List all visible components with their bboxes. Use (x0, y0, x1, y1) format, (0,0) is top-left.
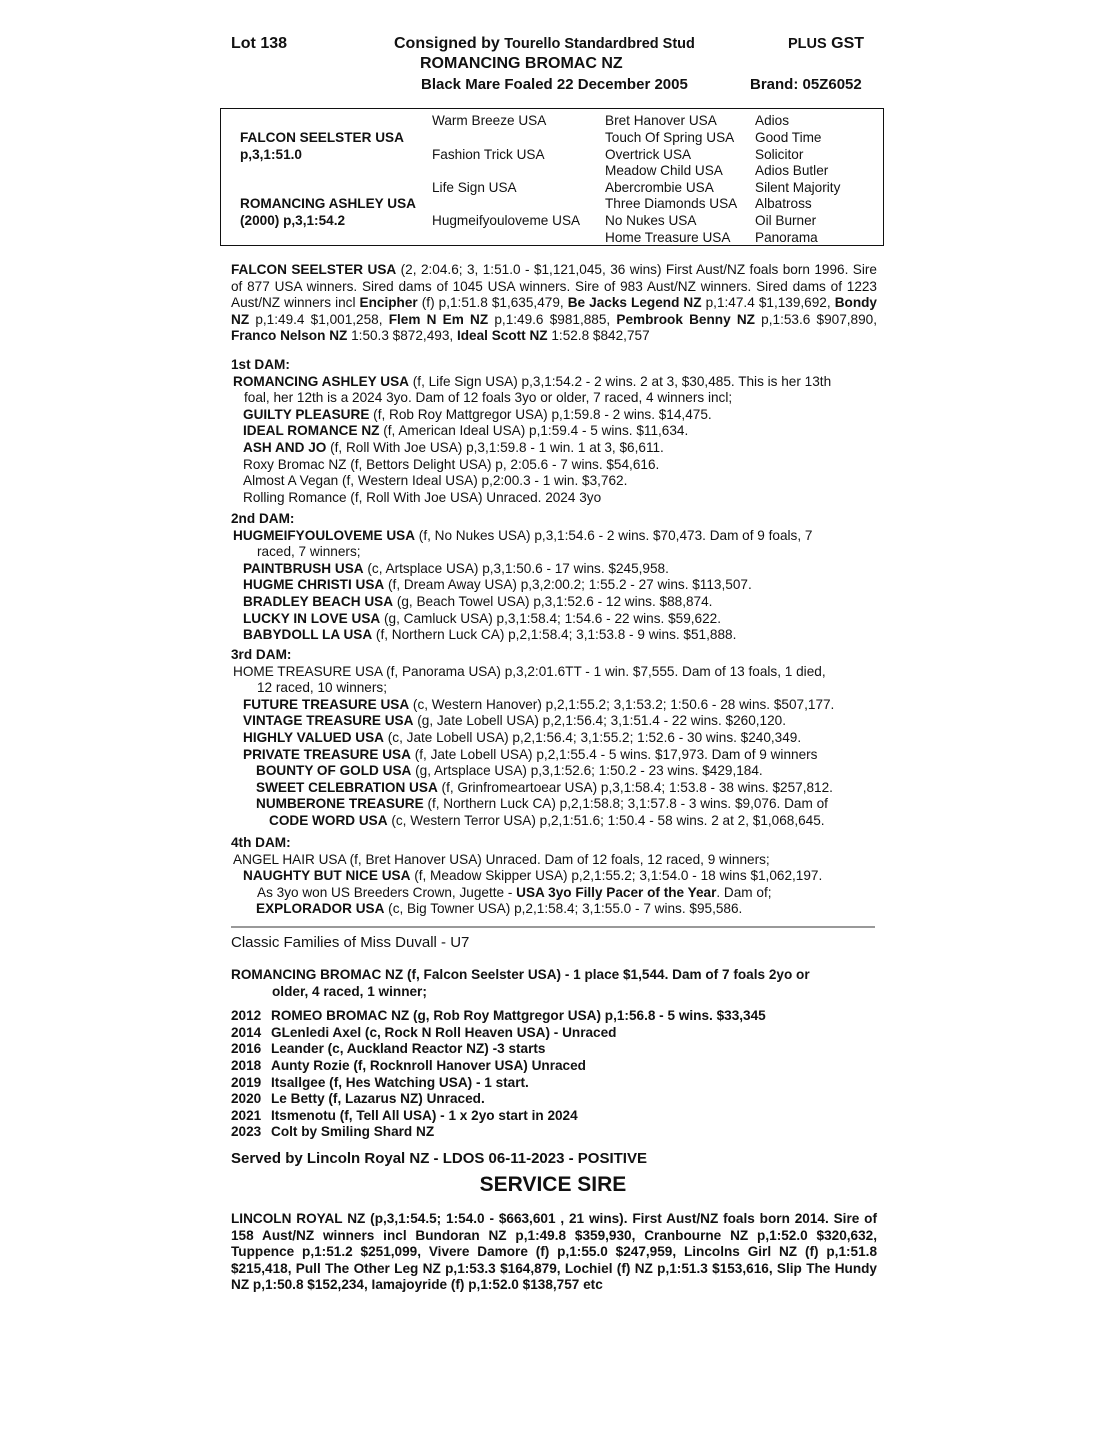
brand: Brand: 05Z6052 (750, 76, 862, 93)
sire-highlight: Encipher (359, 295, 418, 311)
fourth-dam-heading: 4th DAM: (231, 835, 291, 850)
offspring-row (231, 1041, 877, 1058)
produce-line (231, 440, 877, 457)
sire-summary-text: (f) p,1:51.8 $1,635,479, (417, 295, 568, 311)
sire-summary-text: 1:52.8 $842,757 (547, 328, 650, 344)
produce-line (231, 577, 877, 594)
consigned-by (394, 35, 695, 53)
sire-highlight: Flem N Em NZ (388, 311, 489, 327)
sire-summary-text: p,1:49.6 $981,885, (488, 311, 617, 327)
second-dam-name: HUGMEIFYOULOVEME USA (233, 527, 416, 543)
consigned-prefix: Consigned by (394, 35, 500, 52)
first-dam-section (231, 357, 877, 506)
offspring-row (231, 1008, 877, 1025)
produce-name: ASH AND JO (243, 439, 327, 455)
grand-produce-line (231, 763, 877, 780)
sire-highlight: Be Jacks Legend NZ (567, 295, 702, 311)
second-dam-text: (f, No Nukes USA) p,3,1:54.6 - 2 wins. $70,473. Dam of 9 foals, 7 (415, 527, 813, 543)
first-dam-text: (f, Life Sign USA) p,3,1:54.2 - 2 wins. 2 at 3, $30,485. This is her 13th (408, 373, 832, 389)
produce-line (231, 747, 877, 764)
pedigree-g4: Solicitor (755, 147, 804, 162)
produce-text: (g, Jate Lobell USA) p,2,1:56.4; 3,1:51.4 - 22 wins. $260,120. (413, 713, 787, 729)
pedigree-g4: Albatross (755, 196, 812, 211)
produce-line (231, 868, 877, 885)
sire-summary-text: p,1:47.4 $1,139,692, (701, 295, 835, 311)
produce-line: Rolling Romance (f, Roll With Joe USA) Unraced. 2024 3yo (243, 489, 602, 505)
pedigree-g3: Three Diamonds USA (605, 196, 738, 211)
offspring-year: 2018 (231, 1057, 262, 1073)
third-dam-section (231, 647, 877, 830)
produce-text: (f, Rob Roy Mattgregor USA) p,1:59.8 - 2 wins. $14,475. (369, 406, 712, 422)
offspring-row (231, 1091, 877, 1108)
produce-name: PAINTBRUSH USA (243, 560, 364, 576)
produce-text: (c, Western Terror USA) p,2,1:51.6; 1:50.4 - 58 wins. 2 at 2, $1,068,645. (387, 812, 825, 828)
plus-prefix: PLUS (788, 36, 827, 52)
produce-line: Roxy Bromac NZ (f, Bettors Delight USA) p, 2:05.6 - 7 wins. $54,616. (243, 456, 660, 472)
service-sire-heading: SERVICE SIRE (479, 1173, 627, 1196)
pedigree-dam: ROMANCING ASHLEY USA (240, 196, 416, 211)
sire-summary-text: p,1:49.4 $1,001,258, (249, 311, 389, 327)
offspring-text: Leander (c, Auckland Reactor NZ) -3 starts (271, 1041, 546, 1057)
produce-line (231, 423, 877, 440)
horse-description: Black Mare Foaled 22 December 2005 (421, 76, 688, 93)
first-dam-line (231, 374, 877, 391)
produce-line (231, 561, 877, 578)
produce-text: (f, Roll With Joe USA) p,3,1:59.8 - 1 win. 1 at 3, $6,611. (326, 439, 664, 455)
sire-highlight: Franco Nelson NZ (231, 328, 348, 344)
produce-note-award: USA 3yo Filly Pacer of the Year (516, 884, 717, 900)
pedigree-dam-record: (2000) p,3,1:54.2 (240, 213, 346, 228)
pedigree-g2: Hugmeifyouloveme USA (432, 213, 581, 228)
sire-highlight: Pembrook Benny NZ (616, 311, 755, 327)
produce-text: (f, Dream Away USA) p,3,2:00.2; 1:55.2 - 27 wins. $113,507. (384, 577, 752, 593)
first-dam-heading: 1st DAM: (231, 357, 290, 372)
pedigree-g2: Life Sign USA (432, 180, 517, 195)
produce-text: (c, Jate Lobell USA) p,2,1:56.4; 3,1:55.2; 1:52.6 - 30 wins. $240,349. (384, 729, 802, 745)
lot-number: Lot 138 (231, 35, 288, 52)
produce-name: CODE WORD USA (269, 812, 388, 828)
produce-text: (c, Artsplace USA) p,3,1:50.6 - 17 wins. $245,958. (363, 560, 669, 576)
offspring-row (231, 1124, 877, 1141)
offspring-text: Colt by Smiling Shard NZ (271, 1124, 435, 1140)
third-dam-heading: 3rd DAM: (231, 647, 292, 662)
consignor-name: Tourello Standardbred Stud (504, 36, 695, 52)
second-dam-heading: 2nd DAM: (231, 511, 295, 526)
pedigree-g3: Home Treasure USA (605, 230, 731, 245)
classic-family: Classic Families of Miss Duvall - U7 (231, 934, 470, 951)
second-dam-section (231, 511, 877, 644)
grand-produce-line (231, 901, 877, 918)
produce-line (231, 594, 877, 611)
offspring-text: ROMEO BROMAC NZ (g, Rob Roy Mattgregor USA) p,1:56.8 - 5 wins. $33,345 (271, 1008, 766, 1024)
produce-name: BOUNTY OF GOLD USA (256, 763, 412, 779)
pedigree-g3: Touch Of Spring USA (605, 130, 735, 145)
pedigree-g3: Overtrick USA (605, 147, 692, 162)
offspring-year: 2023 (231, 1124, 262, 1140)
produce-text: (f, Northern Luck CA) p,2,1:58.8; 3,1:57.8 - 3 wins. $9,076. Dam of (423, 796, 828, 812)
produce-text: (f, Meadow Skipper USA) p,2,1:55.2; 3,1:54.0 - 18 wins $1,062,197. (410, 868, 823, 884)
pedigree-g3: Abercrombie USA (605, 180, 714, 195)
sire-highlight: Ideal Scott NZ (456, 328, 548, 344)
served-by: Served by Lincoln Royal NZ - LDOS 06-11-2023 - POSITIVE (231, 1150, 647, 1167)
offspring-text: Itsmenotu (f, Tell All USA) - 1 x 2yo start in 2024 (271, 1107, 578, 1123)
produce-line: Almost A Vegan (f, Western Ideal USA) p,2:00.3 - 1 win. $3,762. (243, 473, 628, 489)
second-dam-line (231, 528, 877, 545)
produce-text: (f, Jate Lobell USA) p,2,1:55.4 - 5 wins. $17,973. Dam of 9 winners (410, 746, 818, 762)
grand-produce-line (231, 780, 877, 797)
produce-name: SWEET CELEBRATION USA (256, 779, 438, 795)
pedigree-g4: Panorama (755, 230, 818, 245)
produce-text: (f, Grinfromeartoear USA) p,3,1:58.4; 1:53.8 - 38 wins. $257,812. (437, 779, 833, 795)
pedigree-sire: FALCON SEELSTER USA (240, 130, 404, 145)
produce-text: (g, Artsplace USA) p,3,1:52.6; 1:50.2 - 23 wins. $429,184. (411, 763, 763, 779)
offspring-text: Itsallgee (f, Hes Watching USA) - 1 start. (271, 1074, 529, 1090)
great-produce-line (231, 813, 877, 830)
offspring-row (231, 1075, 877, 1092)
pedigree-g2: Warm Breeze USA (432, 113, 547, 128)
sire-summary-text: 1:50.3 $872,493, (347, 328, 457, 344)
offspring-text: Le Betty (f, Lazarus NZ) Unraced. (271, 1091, 485, 1107)
produce-note-text: . Dam of; (716, 884, 772, 900)
pedigree-g3: Bret Hanover USA (605, 113, 717, 128)
pedigree-g2: Fashion Trick USA (432, 147, 545, 162)
pedigree-g4: Oil Burner (755, 213, 817, 228)
offspring-year: 2021 (231, 1107, 262, 1123)
produce-name: BABYDOLL LA USA (243, 627, 373, 643)
produce-name: VINTAGE TREASURE USA (243, 713, 414, 729)
pedigree-g4: Good Time (755, 130, 822, 145)
produce-line (231, 697, 877, 714)
sire-highlight: Bondy NZ (231, 295, 877, 327)
offspring-section (231, 967, 877, 1141)
produce-line (231, 611, 877, 628)
produce-text: (c, Big Towner USA) p,2,1:58.4; 3,1:55.0 - 7 wins. $95,586. (384, 901, 743, 917)
produce-name: EXPLORADOR USA (256, 901, 385, 917)
grand-produce-line (231, 796, 877, 813)
second-dam-line: raced, 7 winners; (257, 544, 361, 560)
sire-summary (231, 262, 877, 345)
produce-name: NAUGHTY BUT NICE USA (243, 868, 411, 884)
pedigree-g4: Adios (755, 113, 790, 128)
service-sire-text: LINCOLN ROYAL NZ (p,3,1:54.5; 1:54.0 - $663,601 , 21 wins). First Aust/NZ foals born 2014. Sire of 158 Aust/NZ winners incl Bundoran NZ p,1:49.8 $359,930, Cranbourne NZ p,1:52.0 $320,632, Tuppence p,1:51.2 $251,099, Vivere Damore (f) p,1:55.0 $247,959, Lincolns Girl NZ (f) p,1:51.8 $215,418, Pull The Other Leg NZ p,1:53.3 $164,879, Lochiel (f) NZ p,1:51.3 $153,616, Slip The Hundy NZ p,1:50.8 $152,234, Iamajoyride (f) p,1:52.0 $138,757 etc (231, 1211, 877, 1293)
produce-name: PRIVATE TREASURE USA (243, 746, 411, 762)
produce-name: NUMBERONE TREASURE (256, 796, 424, 812)
sire-summary-text: p,1:53.6 $907,890, (754, 311, 877, 327)
offspring-year: 2019 (231, 1074, 262, 1090)
pedigree-g4: Silent Majority (755, 180, 841, 195)
offspring-row (231, 1025, 877, 1042)
produce-line (231, 730, 877, 747)
produce-text: (f, American Ideal USA) p,1:59.4 - 5 wins. $11,634. (379, 423, 689, 439)
produce-line (231, 713, 877, 730)
produce-text: (g, Camluck USA) p,3,1:58.4; 1:54.6 - 22 wins. $59,622. (380, 610, 721, 626)
pedigree-sire-record: p,3,1:51.0 (240, 147, 302, 162)
pedigree-g3: Meadow Child USA (605, 163, 723, 178)
plus-gst (788, 35, 864, 53)
produce-note (231, 885, 877, 902)
produce-text: (f, Northern Luck CA) p,2,1:58.4; 3,1:53.8 - 9 wins. $51,888. (372, 627, 737, 643)
offspring-year: 2012 (231, 1008, 262, 1024)
produce-line (231, 627, 877, 644)
pedigree-g3: No Nukes USA (605, 213, 697, 228)
offspring-year: 2016 (231, 1041, 262, 1057)
offspring-year: 2014 (231, 1024, 262, 1040)
first-dam-line: foal, her 12th is a 2024 3yo. Dam of 12 foals 3yo or older, 7 raced, 4 winners incl; (244, 390, 733, 406)
produce-text: (c, Western Hanover) p,2,1:55.2; 3,1:53.2; 1:50.6 - 28 wins. $507,177. (409, 696, 835, 712)
pedigree-table (220, 108, 884, 246)
gst-label: GST (831, 35, 865, 52)
horse-name: ROMANCING BROMAC NZ (420, 55, 623, 72)
sire-summary-text: (2, 2:04.6; 3, 1:51.0 - $1,121,045, 36 wins) First Aust/NZ foals born 1996. Sire of 877 USA winners. Sired dams of 1045 USA winners. Sire of 983 Aust/NZ winners. Sired dams of 1223 Aust/NZ winners incl (231, 262, 877, 311)
produce-note-text: As 3yo won US Breeders Crown, Jugette - (257, 884, 517, 900)
produce-name: IDEAL ROMANCE NZ (243, 423, 380, 439)
offspring-text: GLenledi Axel (c, Rock N Roll Heaven USA) - Unraced (271, 1024, 617, 1040)
offspring-intro: older, 4 raced, 1 winner; (272, 983, 427, 999)
third-dam-line: HOME TREASURE USA (f, Panorama USA) p,3,2:01.6TT - 1 win. $7,555. Dam of 13 foals, 1 died, (233, 663, 826, 679)
third-dam-line: 12 raced, 10 winners; (257, 680, 387, 696)
produce-name: HUGME CHRISTI USA (243, 577, 385, 593)
fourth-dam-line: ANGEL HAIR USA (f, Bret Hanover USA) Unraced. Dam of 12 foals, 12 raced, 9 winners; (233, 851, 770, 867)
pedigree-g4: Adios Butler (755, 163, 829, 178)
produce-name: GUILTY PLEASURE (243, 406, 370, 422)
produce-name: HIGHLY VALUED USA (243, 729, 384, 745)
first-dam-name: ROMANCING ASHLEY USA (233, 373, 409, 389)
fourth-dam-section (231, 835, 877, 918)
offspring-year: 2020 (231, 1091, 262, 1107)
offspring-row (231, 1108, 877, 1125)
offspring-intro: ROMANCING BROMAC NZ (f, Falcon Seelster USA) - 1 place $1,544. Dam of 7 foals 2yo or (231, 967, 810, 982)
section-divider (231, 926, 875, 928)
produce-text: (g, Beach Towel USA) p,3,1:52.6 - 12 wins. $88,874. (393, 593, 713, 609)
offspring-text: Aunty Rozie (f, Rocknroll Hanover USA) Unraced (271, 1057, 586, 1073)
sire-summary-name: FALCON SEELSTER USA (231, 262, 397, 277)
produce-name: LUCKY IN LOVE USA (243, 610, 381, 626)
produce-name: BRADLEY BEACH USA (243, 593, 394, 609)
produce-name: FUTURE TREASURE USA (243, 696, 410, 712)
produce-line (231, 407, 877, 424)
offspring-row (231, 1058, 877, 1075)
